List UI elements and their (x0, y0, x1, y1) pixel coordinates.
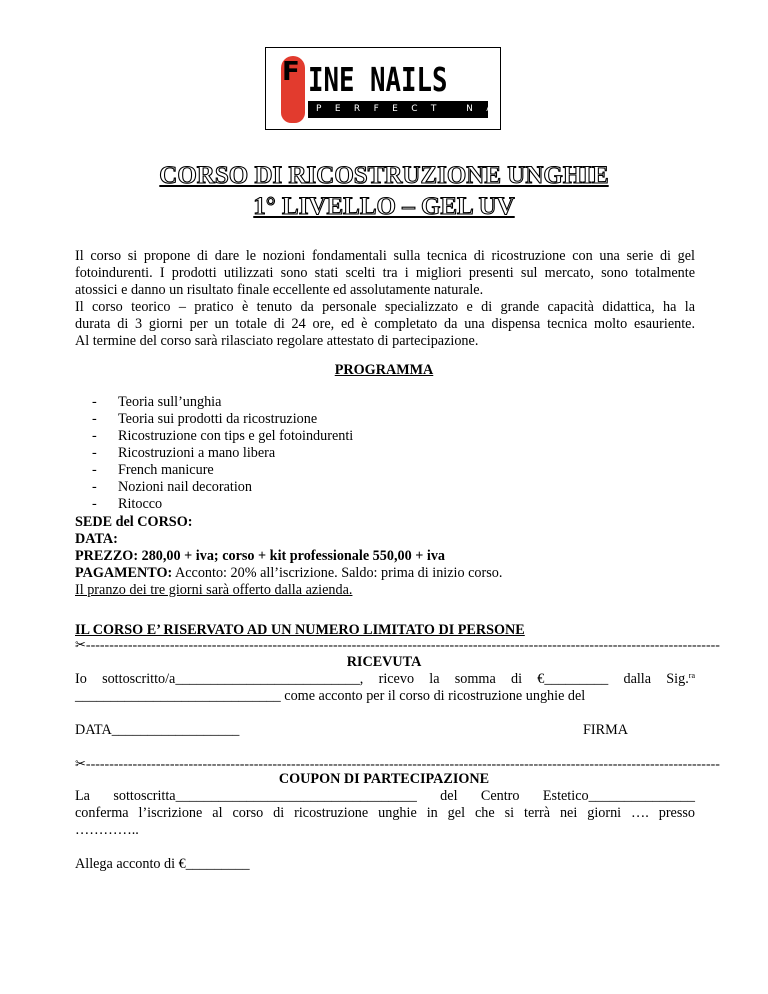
intro-line: fotoindurenti. I prodotti utilizzati sono stati scelti tra i migliori presenti sul mercato, sono totalmente (75, 265, 695, 281)
data-field: DATA__________________ (75, 722, 240, 738)
list-bullet: - (92, 479, 97, 495)
firma-field: FIRMA (583, 722, 628, 738)
scissors-icon: ✂ (75, 757, 86, 772)
prezzo-line: PREZZO: 280,00 + iva; corso + kit professionale 550,00 + iva (75, 548, 446, 564)
list-item-text: Teoria sull’unghia (118, 394, 222, 410)
fine-nails-logo (265, 47, 560, 130)
course-info (75, 514, 695, 599)
pagamento-text: Acconto: 20% all’iscrizione. Saldo: prima di inizio corso. (172, 565, 503, 581)
intro-line: durata di 3 giorni per un totale di 24 ore, ed è completato da una dispensa tecnica molto esauriente. (75, 316, 695, 332)
cut-line (75, 637, 720, 654)
coupon-line-3: ………….. (75, 822, 139, 838)
ricevuta-superscript: ra (688, 671, 695, 680)
pranzo-note: Il pranzo dei tre giorni sarà offerto dalla azienda. (75, 582, 353, 598)
list-item-text: Ricostruzioni a mano libera (118, 445, 276, 461)
coupon-line-1: La sottoscritta__________________________________ del Centro Estetico_______________ (75, 788, 695, 804)
acconto-field: Allega acconto di €_________ (75, 856, 250, 872)
list-item-text: Ricostruzione con tips e gel fotoindurenti (118, 428, 354, 444)
pagamento-label: PAGAMENTO: (75, 565, 173, 581)
list-item-text: French manicure (118, 462, 214, 478)
ricevuta-body (75, 671, 695, 705)
list-bullet: - (92, 428, 97, 444)
ricevuta-line-1 (75, 671, 695, 688)
list-bullet: - (92, 496, 97, 512)
logo-wordmark: INE NAILS (308, 60, 448, 99)
coupon-heading: COUPON DI PARTECIPAZIONE (278, 771, 490, 787)
list-bullet: - (92, 394, 97, 410)
dashed-line: ---------------------------------------------------------------------------------------------------------------------------------------- (85, 757, 720, 772)
list-bullet: - (92, 462, 97, 478)
intro-line: atossici e danno un risultato finale eccellente ed assolutamente naturale. (75, 282, 484, 298)
list-item (92, 496, 353, 513)
intro-line: Al termine del corso sarà rilasciato regolare attestato di partecipazione. (75, 333, 479, 349)
document-title-line-2: 1° LIVELLO – GEL UV (253, 193, 515, 220)
list-bullet: - (92, 445, 97, 461)
programma-list (92, 394, 353, 513)
scissors-icon: ✂ (75, 638, 86, 653)
document-title-line-1: CORSO DI RICOSTRUZIONE UNGHIE (159, 162, 609, 189)
list-item (92, 394, 353, 411)
list-item (92, 428, 353, 445)
logo-tagline: PERFECT NAILS (308, 101, 488, 118)
ricevuta-heading: RICEVUTA (346, 654, 422, 670)
list-bullet: - (92, 411, 97, 427)
list-item-text: Teoria sui prodotti da ricostruzione (118, 411, 318, 427)
notice-text: IL CORSO E’ RISERVATO AD UN NUMERO LIMITATO DI PERSONE (75, 622, 525, 638)
list-item (92, 411, 353, 428)
list-item (92, 479, 353, 496)
data-label: DATA: (75, 531, 118, 547)
logo-initial: F (282, 57, 300, 87)
intro-line: Il corso teorico – pratico è tenuto da personale specializzato e di grande capacità didattica, ha la (75, 299, 695, 315)
list-item (92, 445, 353, 462)
dashed-line: ---------------------------------------------------------------------------------------------------------------------------------------- (85, 638, 720, 653)
ricevuta-text: Io sottoscritto/a__________________________, ricevo la somma di €_________ dalla Sig. (75, 671, 689, 687)
list-item-text: Nozioni nail decoration (118, 479, 252, 495)
coupon-body (75, 788, 695, 839)
list-item-text: Ritocco (118, 496, 163, 512)
coupon-line-2: conferma l’iscrizione al corso di ricostruzione unghie in gel che si terrà nei giorni …. presso (75, 805, 695, 821)
list-item (92, 462, 353, 479)
intro-paragraph (75, 248, 695, 350)
programma-heading: PROGRAMMA (334, 362, 434, 378)
intro-line: Il corso si propone di dare le nozioni fondamentali sulla tecnica di ricostruzione con una serie di gel (75, 248, 695, 264)
ricevuta-line-2: _____________________________ come acconto per il corso di ricostruzione unghie del (75, 688, 586, 704)
sede-label: SEDE del CORSO: (75, 514, 193, 530)
